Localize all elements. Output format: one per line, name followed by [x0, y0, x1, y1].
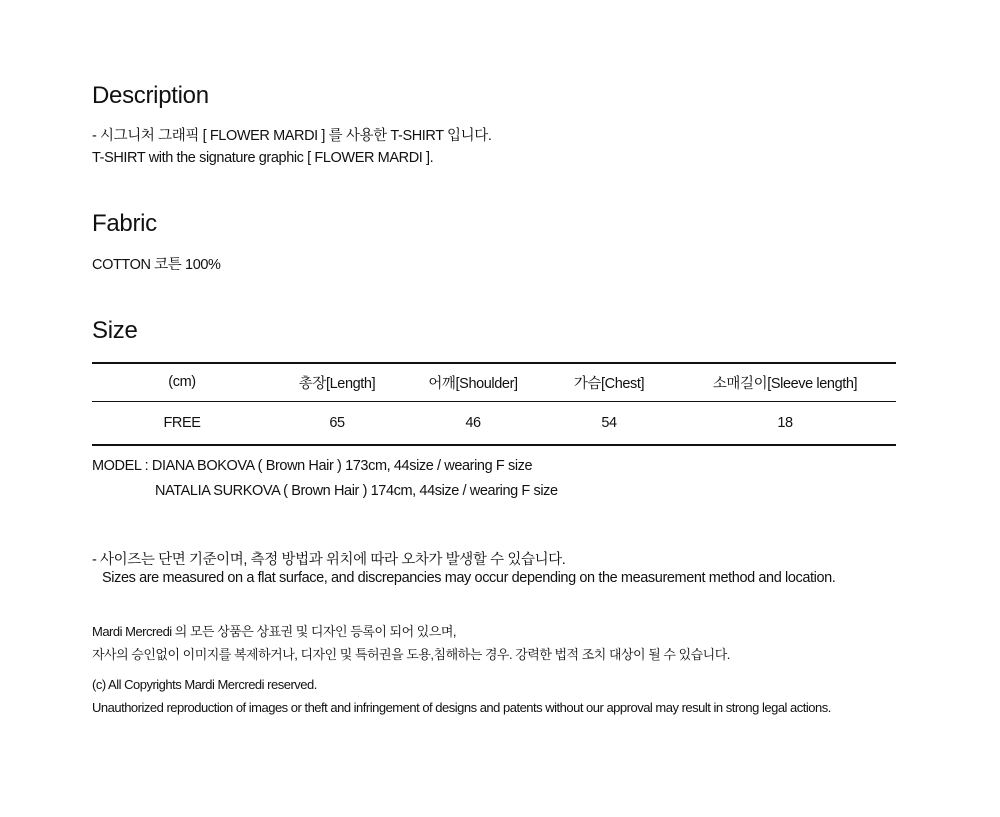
description-heading: Description: [92, 82, 209, 109]
copyright-text: (c) All Copyrights Mardi Mercredi reserved.: [92, 677, 317, 692]
size-heading: Size: [92, 317, 138, 344]
fabric-heading: Fabric: [92, 210, 157, 237]
size-cell-free: FREE: [163, 414, 201, 431]
size-cell-shoulder: 46: [465, 414, 481, 431]
description-text-en: T-SHIRT with the signature graphic [ FLOWER MARDI ].: [92, 150, 434, 166]
size-header-unit: (cm): [168, 374, 196, 391]
size-note-ko: - 사이즈는 단면 기준이며, 측정 방법과 위치에 따라 오차가 발생할 수 있습니다.: [92, 552, 566, 568]
size-table-row: [92, 401, 896, 445]
size-header-length: [272, 363, 544, 401]
description-text-ko: - 시그니처 그래픽 [ FLOWER MARDI ] 를 사용한 T-SHIRT 입니다.: [92, 128, 492, 144]
model-info-line1: MODEL : DIANA BOKOVA ( Brown Hair ) 173cm, 44size / wearing F size: [92, 458, 533, 474]
size-note-en: Sizes are measured on a flat surface, and discrepancies may occur depending on the measurement method and location.: [102, 570, 836, 586]
fabric-value: COTTON 코튼 100%: [92, 257, 221, 273]
size-header-shoulder-label: 어깨[Shoulder]: [428, 375, 518, 392]
model-info-line2: NATALIA SURKOVA ( Brown Hair ) 174cm, 44size / wearing F size: [155, 483, 558, 499]
size-cell-chest: 54: [601, 414, 617, 431]
size-table: [92, 362, 896, 446]
size-table-header-row: [92, 363, 896, 401]
size-header-sleeve: 소매길이[Sleeve length]: [712, 375, 858, 392]
legal-ko-line1: Mardi Mercredi 의 모든 상품은 상표권 및 디자인 등록이 되어 있으며,: [92, 624, 457, 639]
legal-ko-line2: 자사의 승인없이 이미지를 복제하거나, 디자인 및 특허권을 도용,침해하는 경우. 강력한 법적 조치 대상이 될 수 있습니다.: [92, 647, 730, 662]
size-cell-length-shoulder: [272, 401, 544, 445]
size-cell-length: 65: [329, 414, 345, 431]
size-header-chest: 가슴[Chest]: [573, 375, 645, 392]
size-header-length-label: 총장[Length]: [298, 375, 376, 392]
legal-en-warning: Unauthorized reproduction of images or theft and infringement of designs and patents without our approval may result in strong legal actions.: [92, 700, 831, 715]
size-cell-sleeve: 18: [777, 414, 793, 431]
